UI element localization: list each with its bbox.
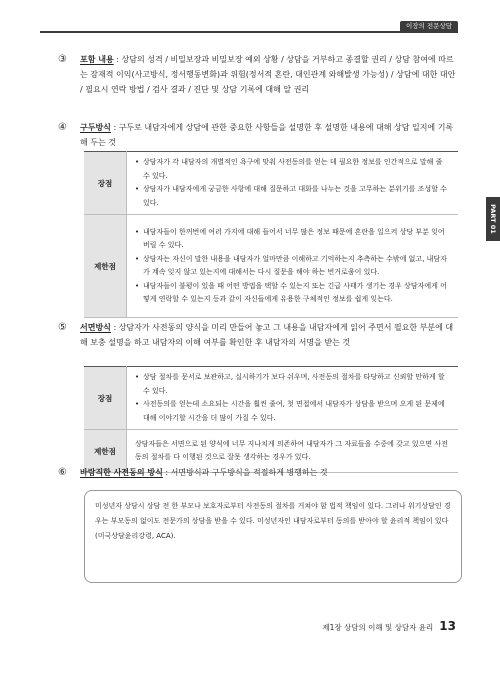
list-item: • 상담자가 각 내담자의 개별적인 욕구에 맞춰 사전동의를 얻는 데 필요한 정보를 인간적으로 말해 줄 수 있다.	[135, 156, 450, 183]
page-number: 13	[439, 619, 456, 633]
footer-chapter: 제1장 상담의 이해 및 상담자 윤리	[322, 623, 434, 632]
header-rule	[40, 31, 458, 33]
list-item: • 상담 절차를 문서로 보관하고, 실시하기가 보다 쉬우며, 사전동의 절차를 타당하고 신뢰할 만하게 할 수 있다.	[135, 371, 450, 398]
list-item: • 상담자는 자신이 말한 내용을 내담자가 얼마만큼 이해하고 기억하는지 추측하는 수밖에 없고, 내담자가 계속 잊지 않고 있는지에 대해서는 다시 질문을 해야 하는 번거로움이 있다.	[135, 253, 450, 280]
table-row	[84, 215, 458, 318]
section-6	[58, 465, 458, 480]
written-method-table	[84, 366, 458, 473]
section-6-text: : 서면방식과 구두방식을 적절하게 병행하는 것	[162, 468, 328, 477]
chapter-badge: 이장의 전문상담	[400, 21, 458, 32]
section-5-keyword: 서면방식	[80, 323, 111, 332]
section-3-number: ③	[58, 54, 67, 65]
section-6-keyword: 바람직한 사전동의 방식	[80, 468, 163, 477]
oral-method-table	[84, 151, 458, 318]
section-4-number: ④	[58, 122, 67, 133]
page-footer	[322, 619, 456, 633]
list-item: • 내담자들이 한꺼번에 여러 가지에 대해 들어서 너무 많은 정보 때문에 혼란을 일으켜 상당 부분 잊어버릴 수 있다.	[135, 226, 450, 253]
part-side-tab-label: PART 01	[489, 204, 497, 234]
row-label: 장점	[84, 152, 127, 215]
row-label: 제한점	[84, 215, 127, 318]
section-3-text: : 상담의 성격 / 비밀보장과 비밀보장 예외 상황 / 상담을 거부하고 종결할 권리 / 상담 참여에 따르는 잠재적 이익(사고방식, 정서행동변화)과 위험(정서적 혼란, 대인관계 와해발생 가능성) / 상담에 대한 대안 / 필요시 연락 방법 / 검사 결과 / 진단 및 상담 기록에 대해 알 권리	[80, 55, 456, 94]
table-row	[84, 367, 458, 430]
row-label: 장점	[84, 367, 127, 430]
section-3-keyword: 포함 내용	[80, 55, 114, 64]
list-item: • 상담자가 내담자에게 궁금한 사항에 대해 질문하고 대화를 나누는 것을 고무하는 분위기를 조성할 수 있다.	[135, 183, 450, 210]
row-label: 제한점	[84, 430, 127, 473]
section-3	[58, 52, 458, 97]
list-item: • 내담자들이 불평이 있을 때 어떤 방법을 택할 수 있는지 또는 긴급 사태가 생기는 경우 상담자에게 어떻게 연락할 수 있는지 등과 같이 자신들에게 유용한 구체적인 정보를 쉽게 잊는다.	[135, 280, 450, 307]
section-4	[58, 120, 458, 150]
section-5-number: ⑤	[58, 322, 67, 333]
section-5	[58, 320, 458, 350]
section-4-keyword: 구두방식	[80, 123, 111, 132]
section-4-text: : 구두로 내담자에게 상담에 관한 중요한 사항들을 설명한 후 설명한 내용에 대해 상담 일지에 기록해 두는 것	[80, 123, 454, 147]
table-row	[84, 152, 458, 215]
part-side-tab	[486, 197, 500, 241]
row-text: 상담자들은 서면으로 된 양식에 너무 지나치게 의존하여 내담자가 그 자료들을 수중에 갖고 있으면 사전동의 절차를 다 이행된 것으로 잘못 생각하는 경우가 있다.	[127, 430, 459, 473]
list-item: • 사전동의를 얻는데 소요되는 시간을 훨씬 줄여, 첫 면접에서 내담자가 상담을 받으며 오게 된 문제에 대해 이야기할 시간을 더 많이 가질 수 있다.	[135, 398, 450, 425]
section-6-number: ⑥	[58, 467, 67, 478]
note-box: 미성년자 상담시 상담 전 한 부모나 보호자로부터 사전동의 절차를 거쳐야 함 법적 책임이 있다. 그러나 위기상담인 경우는 부모동의 없이도 전문가의 상담을 받을 수 있다. 미성년자인 내담자로부터 동의를 받아야 할 윤리적 책임이 있다(미국상담윤리강령, ACA).	[84, 490, 462, 583]
section-5-text: : 상담자가 사전동의 양식을 미리 만들어 놓고 그 내용을 내담자에게 읽어 주면서 필요한 부분에 대해 보충 설명을 하고 내담자의 이해 여부를 확인한 후 내담자의 서명을 받는 것	[80, 323, 454, 347]
